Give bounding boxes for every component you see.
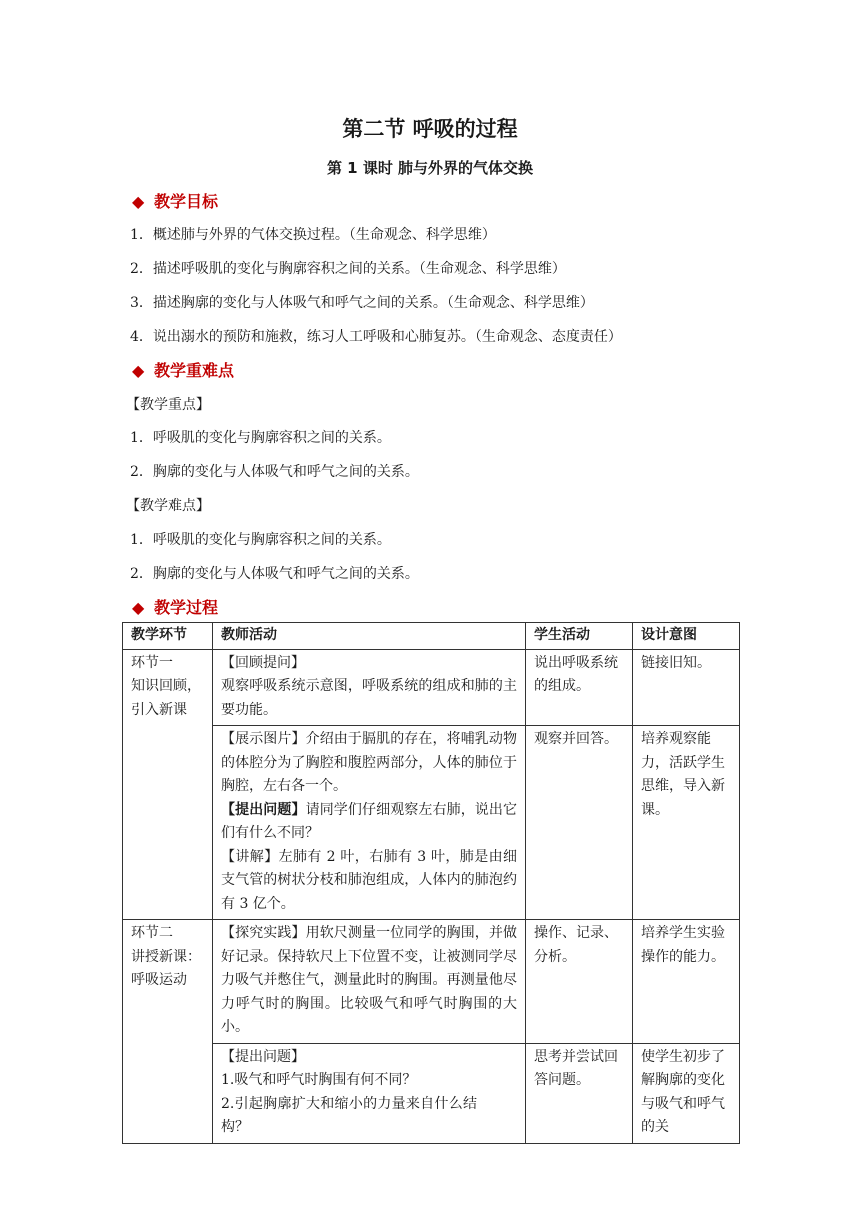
objective-item: 2．描述呼吸肌的变化与胸廓容积之间的关系。（生命观念、科学思维） bbox=[130, 261, 566, 277]
design-intent-cell: 链接旧知。 bbox=[633, 649, 740, 726]
key-focus-item: 1．呼吸肌的变化与胸廓容积之间的关系。 bbox=[130, 430, 391, 446]
question-item: 1.吸气和呼气时胸围有何不同？ bbox=[221, 1072, 417, 1088]
activity-tag: 【回顾提问】 bbox=[221, 654, 305, 671]
student-activity-cell: 操作、记录、分析。 bbox=[526, 920, 633, 1044]
difficulty-item: 2．胸廓的变化与人体吸气和呼气之间的关系。 bbox=[130, 566, 419, 582]
section-heading-key-points bbox=[132, 358, 234, 381]
diamond-bullet-icon: ◆ bbox=[132, 361, 145, 380]
table-row bbox=[123, 649, 740, 726]
key-focus-label: 【教学重点】 bbox=[126, 397, 210, 413]
teacher-activity-cell bbox=[213, 649, 526, 726]
diamond-bullet-icon: ◆ bbox=[132, 598, 145, 617]
header-design-intent: 设计意图 bbox=[633, 623, 740, 650]
teacher-paragraph bbox=[221, 652, 517, 723]
table-row bbox=[123, 1043, 740, 1143]
difficulty-label: 【教学难点】 bbox=[126, 498, 210, 514]
teacher-paragraph bbox=[221, 922, 517, 1040]
activity-tag: 【探究实践】 bbox=[221, 925, 306, 941]
header-teacher-activity: 教师活动 bbox=[213, 623, 526, 650]
page-subtitle: 第 1 课时 肺与外界的气体交换 bbox=[326, 159, 534, 177]
teacher-paragraph bbox=[221, 846, 517, 917]
design-intent-cell: 培养学生实验操作的能力。 bbox=[633, 920, 740, 1044]
activity-text: 左肺有 2 叶，右肺有 3 叶，肺是由细支气管的树状分枝和肺泡组成，人体内的肺泡约有 3 亿个。 bbox=[221, 848, 518, 912]
student-activity-cell: 思考并尝试回答问题。 bbox=[526, 1043, 633, 1143]
teacher-paragraph bbox=[221, 728, 517, 799]
objective-item: 1．概述肺与外界的气体交换过程。（生命观念、科学思维） bbox=[130, 227, 496, 243]
teaching-process-table bbox=[122, 622, 740, 1144]
section-heading-label: 教学过程 bbox=[154, 598, 219, 617]
difficulty-item: 1．呼吸肌的变化与胸廓容积之间的关系。 bbox=[130, 532, 391, 548]
page-title: 第二节 呼吸的过程 bbox=[342, 117, 518, 141]
activity-text: 请同学们仔细观察左右肺，说出它们有什么不同？ bbox=[221, 801, 518, 841]
teacher-paragraph bbox=[221, 799, 517, 846]
table-header-row bbox=[123, 623, 740, 650]
design-intent-cell: 使学生初步了解胸廓的变化与吸气和呼气的关 bbox=[633, 1043, 740, 1143]
table-row bbox=[123, 920, 740, 1044]
objective-item: 4．说出溺水的预防和施救，练习人工呼吸和心肺复苏。（生命观念、态度责任） bbox=[130, 329, 622, 345]
objective-item: 3．描述胸廓的变化与人体吸气和呼气之间的关系。（生命观念、科学思维） bbox=[130, 295, 594, 311]
table-row bbox=[123, 726, 740, 920]
activity-text: 介绍由于膈肌的存在，将哺乳动物的体腔分为了胸腔和腹腔两部分，人体的肺位于胸腔，左右各一个。 bbox=[221, 731, 518, 794]
activity-tag: 【讲解】 bbox=[221, 848, 279, 865]
activity-tag: 【提出问题】 bbox=[221, 801, 306, 818]
key-focus-item: 2．胸廓的变化与人体吸气和呼气之间的关系。 bbox=[130, 464, 419, 480]
activity-text: 用软尺测量一位同学的胸围，并做好记录。保持软尺上下位置不变，让被测同学尽力吸气并憋住气，测量此时的胸围。再测量他尽力呼气时的胸围。比较吸气和呼气时胸围的大小。 bbox=[221, 925, 518, 1035]
student-activity-cell: 说出呼吸系统的组成。 bbox=[526, 649, 633, 726]
activity-tag: 【展示图片】 bbox=[221, 731, 306, 747]
section-heading-objectives bbox=[132, 189, 218, 212]
student-activity-cell: 观察并回答。 bbox=[526, 726, 633, 920]
teacher-activity-cell bbox=[213, 726, 526, 920]
stage-cell: 环节二 讲授新课：呼吸运动 bbox=[123, 920, 213, 1144]
teacher-activity-cell bbox=[213, 920, 526, 1044]
section-heading-label: 教学重难点 bbox=[154, 361, 235, 380]
teacher-activity-cell bbox=[213, 1043, 526, 1143]
activity-tag: 【提出问题】 bbox=[221, 1048, 305, 1065]
section-heading-process bbox=[132, 595, 218, 618]
diamond-bullet-icon: ◆ bbox=[132, 192, 145, 211]
activity-text: 观察呼吸系统示意图，呼吸系统的组成和肺的主要功能。 bbox=[221, 678, 517, 718]
header-student-activity: 学生活动 bbox=[526, 623, 633, 650]
header-stage: 教学环节 bbox=[123, 623, 213, 650]
stage-cell: 环节一 知识回顾，引入新课 bbox=[123, 649, 213, 920]
design-intent-cell: 培养观察能力，活跃学生思维，导入新课。 bbox=[633, 726, 740, 920]
section-heading-label: 教学目标 bbox=[154, 192, 219, 211]
question-item: 2.引起胸廓扩大和缩小的力量来自什么结构？ bbox=[221, 1095, 477, 1135]
